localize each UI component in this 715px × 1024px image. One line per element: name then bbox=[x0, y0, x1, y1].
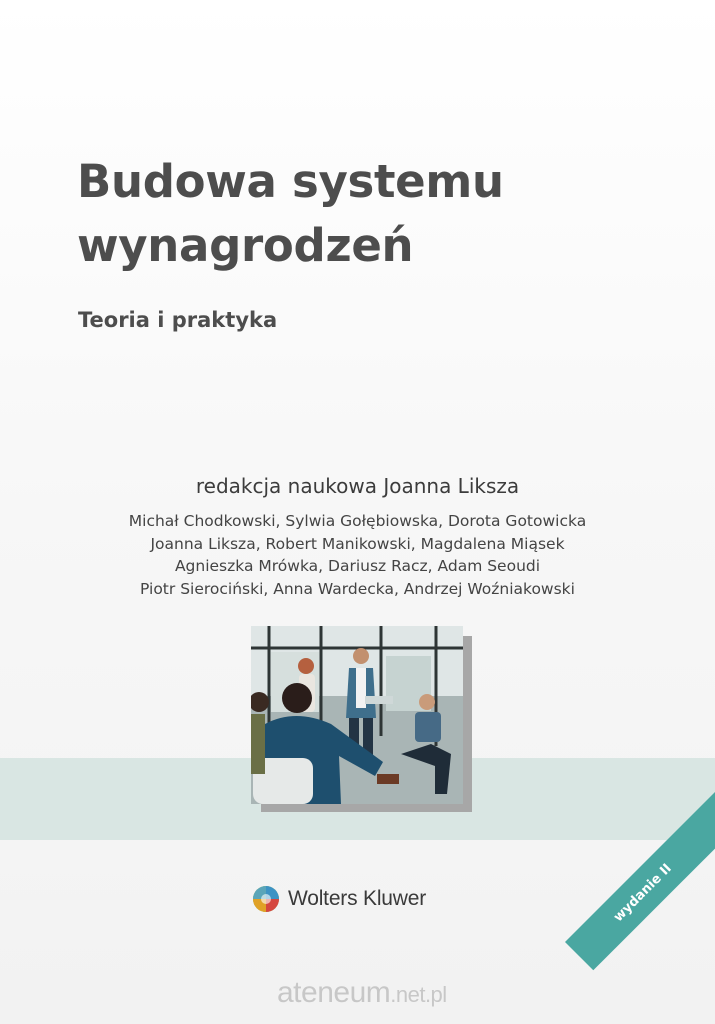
editor-line: redakcja naukowa Joanna Liksza bbox=[195, 474, 520, 498]
publisher-logo bbox=[252, 884, 426, 914]
author-line: Michał Chodkowski, Sylwia Gołębiowska, Dorota Gotowicka bbox=[128, 512, 587, 530]
author-line: Joanna Liksza, Robert Manikowski, Magdalena Miąsek bbox=[150, 534, 565, 553]
book-title-line-2: wynagrodzeń bbox=[77, 219, 414, 272]
publisher-name: Wolters Kluwer bbox=[288, 887, 427, 910]
watermark bbox=[277, 976, 447, 1010]
cover-photo bbox=[251, 626, 463, 804]
author-list bbox=[0, 510, 715, 600]
book-title bbox=[77, 150, 504, 278]
author-line: Agnieszka Mrówka, Dariusz Racz, Adam Seoudi bbox=[174, 557, 541, 575]
wolters-kluwer-globe-icon bbox=[252, 885, 280, 913]
office-meeting-illustration bbox=[251, 626, 463, 804]
author-line: Piotr Sierociński, Anna Wardecka, Andrzej Woźniakowski bbox=[140, 579, 575, 598]
watermark-main: ateneum bbox=[277, 976, 391, 1009]
book-title-line-1: Budowa systemu bbox=[77, 155, 504, 208]
edition-label: wydanie II bbox=[610, 860, 675, 925]
watermark-tld: .net.pl bbox=[390, 982, 447, 1007]
book-subtitle: Teoria i praktyka bbox=[78, 308, 278, 332]
